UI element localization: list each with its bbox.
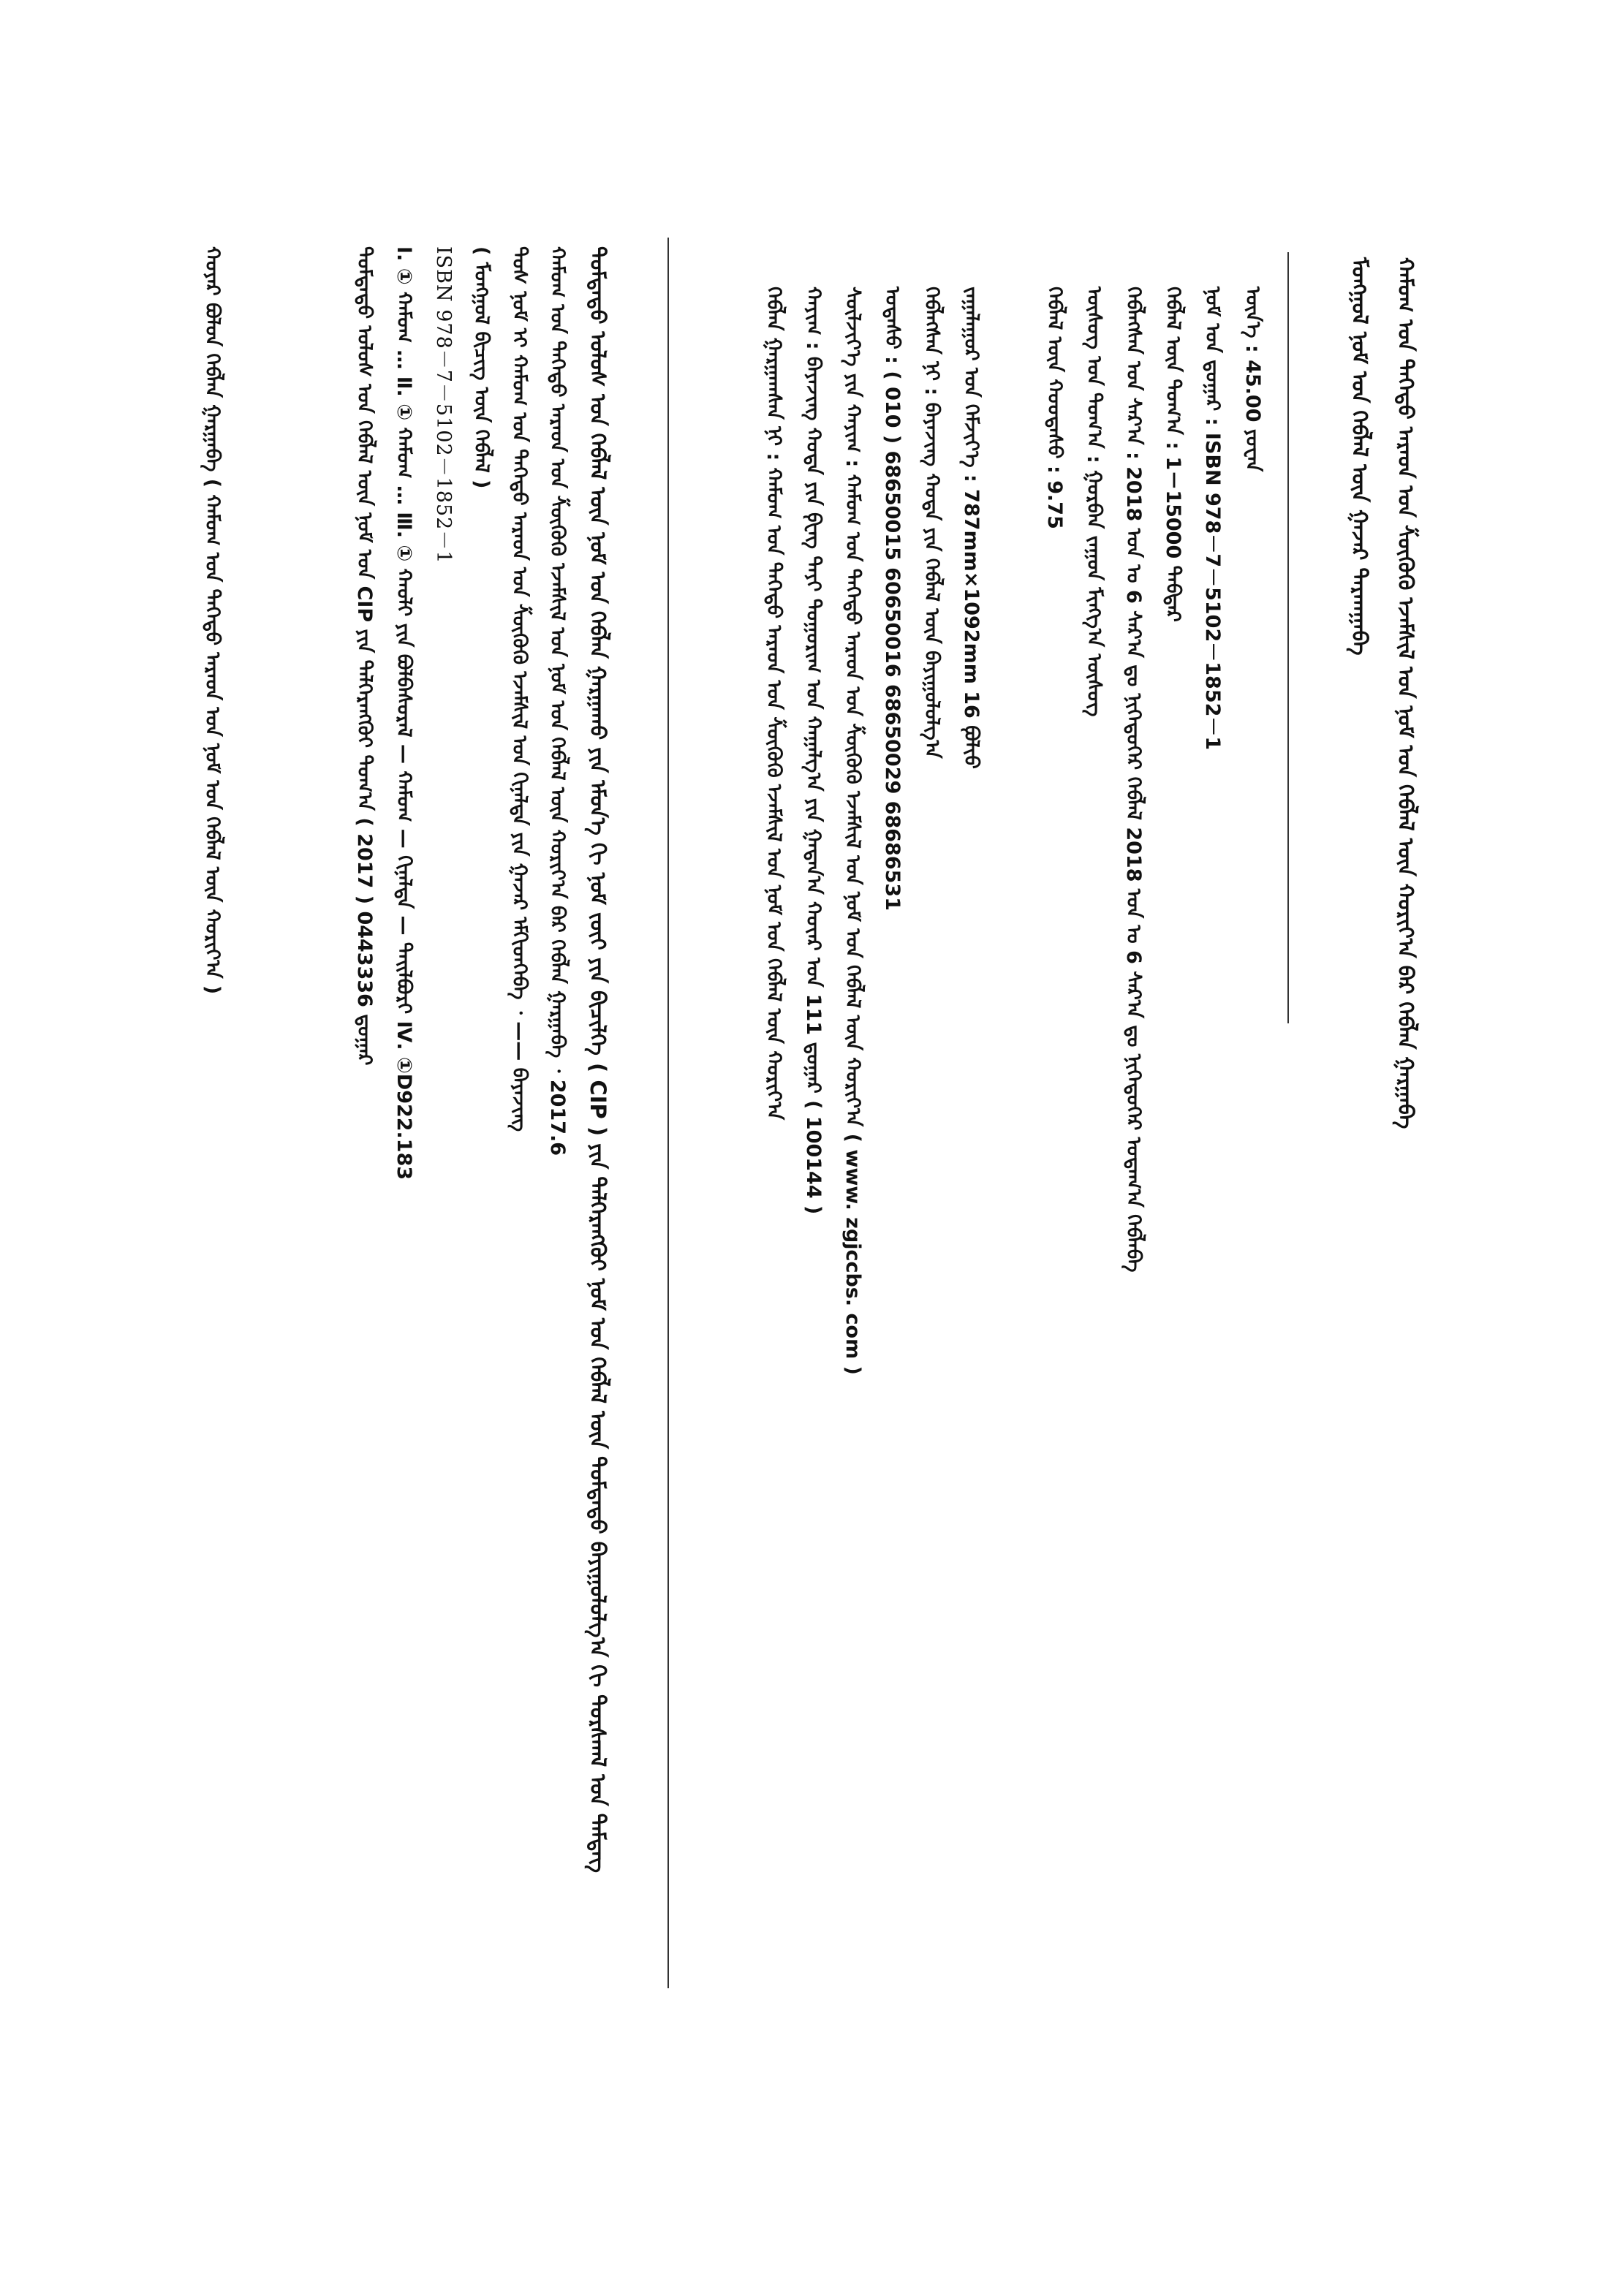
bottom-divider-rule xyxy=(667,238,669,1988)
distributor-row: ᠬᠡᠪᠯᠡᠭᠰᠡᠨ ᠨᠢ : ᠪᠡᠶᠡᠵᠢᠩ ᠬᠣᠲᠠ ᠶᠢᠨ ᠬᠡᠪᠯᠡᠯ ᠦᠨ ᠪᠠᠶᠢᠭᠤᠯᠤᠯᠭ᠎ᠠ xyxy=(920,287,943,759)
print-count-row: ᠬᠡᠪᠯᠡᠯ ᠦᠨ ᠲᠣᠭ᠎ᠠ : 1－15000 ᠳᠡᠪᠲᠡᠷ xyxy=(1162,287,1184,622)
cip-isbn: ISBN 978－7－5102－1852－1 xyxy=(432,246,455,564)
website-row: ᠰᠦᠯᠵᠢᠶ᠎ᠡ ᠶᠢᠨ ᠬᠠᠶᠢᠭ : ᠬᠠᠮᠤᠭ ᠤᠨ ᠳᠡᠭᠡᠳᠦ ᠠᠷᠠᠳ ᠤᠨ ᠱᠦᠭᠦᠬᠦ ᠡᠵᠡᠮᠱᠢᠯ ᠤᠨ ᠨᠣᠮ ᠤᠨ ᠬᠡᠪᠯᠡᠯ ᠦᠨ ᠬᠣᠷᠢᠶ᠎ᠠ ( www. zgjccbs. com ) xyxy=(841,287,864,1375)
edition-time-row: ᠬᠡᠪᠯᠡᠭᠰᠡᠨ ᠣᠨ ᠰᠠᠷ᠎ᠠ : 2018 ᠣᠨ ᠤ 6 ᠰᠠᠷ᠎ᠠ ᠳᠤ ᠨᠢᠭᠡᠳᠦᠭᠡᠷ ᠬᠡᠪᠯᠡᠯ 2018 ᠣᠨ ᠤ 6 ᠰᠠᠷ᠎ᠠ ᠳᠤ ᠨᠢᠭᠡᠳᠦᠭᠡᠷ ᠤᠳᠠᠭ᠎ᠠ ᠬᠡᠪᠯᠡᠪᠡ xyxy=(1122,287,1145,1273)
sheets-row: ᠬᠡᠪᠯᠡᠯ ᠦᠨ ᠬᠤᠤᠳᠠᠰᠤ : 9.75 xyxy=(1043,287,1066,529)
header-line-2: ᠮᠣᠩᠭᠣᠯ ᠨᠣᠮ ᠤᠨ ᠬᠡᠪᠯᠡᠯ ᠦᠨ ᠭᠠᠵᠠᠷ ᠲᠠᠷᠬᠠᠭᠠᠪᠠ xyxy=(1347,257,1372,656)
format-row: ᠵᠠᠭᠠᠯᠠᠭᠤᠷ ᠤᠨ ᠬᠡᠮᠵᠢᠶ᠎ᠡ : 787mm×1092mm 16 ᠹᠣᠯᠢᠣ xyxy=(960,287,983,769)
cip-line-1: ᠬᠠᠮᠤᠭ ᠤᠨ ᠳᠡᠭᠡᠳᠦ ᠠᠷᠠᠳ ᠤᠨ ᠱᠦᠭᠦᠬᠦ ᠡᠵᠡᠮᠱᠢᠯ ᠤᠨ ᠨᠣᠮ ᠤᠨ ᠬᠡᠪᠯᠡᠯ ᠦᠨ ᠬᠣᠷᠢᠶ᠎ᠠ ᠪᠠᠷ ᠬᠡᠪᠯᠡᠨ ᠭᠠᠷᠭᠠᠪᠠ ᠂ 2017.6 xyxy=(546,246,569,1156)
isbn-row: ᠨᠣᠮ ᠤᠨ ᠳ᠋ᠤᠭᠠᠷ : ISBN 978－7－5102－1852－1 xyxy=(1201,287,1224,751)
cip-classification: Ⅰ. ① ᠬᠠᠮᠤᠭ … Ⅱ. ① ᠬᠠᠮᠤᠭ … Ⅲ. ① ᠬᠠᠤᠯᠢ ᠶᠢᠨ ᠪᠣᠯᠪᠠᠰᠤᠷᠠᠯ — ᠬᠠᠮᠤᠭ — ᠬᠢᠨᠠᠯᠲᠠ — ᠲᠠᠢᠯᠪᠤᠷᠢ Ⅳ. ①D922.183 xyxy=(393,246,415,1181)
top-divider-rule xyxy=(1287,252,1289,1023)
header-line-1: ᠬᠠᠮᠤᠭ ᠤᠨ ᠳᠡᠭᠡᠳᠦ ᠠᠷᠠᠳ ᠤᠨ ᠱᠦᠭᠦᠬᠦ ᠡᠵᠡᠮᠱᠢᠯ ᠤᠨ ᠨᠣᠮ ᠤᠨ ᠬᠡᠪᠯᠡᠯ ᠦᠨ ᠬᠣᠷᠢᠶ᠎ᠠ ᠪᠠᠷ ᠬᠡᠪᠯᠡᠨ ᠭᠠᠷᠭᠠᠪᠠ xyxy=(1393,257,1418,1129)
cip-number: ᠳᠤᠮᠳᠠᠳᠤ ᠤᠯᠤᠰ ᠤᠨ ᠬᠡᠪᠯᠡᠯ ᠦᠨ ᠨᠣᠮ ᠤᠨ CIP ᠶᠢᠨ ᠳᠡᠯᠭᠡᠷᠡᠩᠭᠦᠢ ᠲᠣᠭ᠎ᠠ ( 2017 ) 0443336 ᠳ᠋ᠤᠭᠠᠷ xyxy=(353,246,376,1066)
cip-line-4: ᠬᠣᠶᠠᠷ ᠪᠣᠯᠤᠨ ᠬᠡᠪᠯᠡᠨ ᠭᠠᠷᠭᠠᠪᠠ ( ᠬᠠᠮᠤᠭ ᠤᠨ ᠳᠡᠭᠡᠳᠦ ᠠᠷᠠᠳ ᠤᠨ ᠨᠣᠮ ᠤᠨ ᠬᠡᠪᠯᠡᠯ ᠦᠨ ᠬᠣᠷᠢᠶ᠎ᠠ ) xyxy=(201,246,224,995)
publisher-row: ᠬᠡᠪᠯᠡᠨ ᠭᠠᠷᠭᠠᠭᠰᠠᠨ ᠨᠢ : ᠬᠠᠮᠤᠭ ᠤᠨ ᠳᠡᠭᠡᠳᠦ ᠠᠷᠠᠳ ᠤᠨ ᠱᠦᠭᠦᠬᠦ ᠡᠵᠡᠮᠱᠢᠯ ᠤᠨ ᠨᠣᠮ ᠤᠨ ᠬᠡᠪᠯᠡᠯ ᠦᠨ ᠬᠣᠷᠢᠶ᠎ᠠ xyxy=(763,287,785,1121)
cip-line-2: ᠲᠤᠰ ᠨᠣᠮ ᠢ ᠬᠠᠮᠤᠭ ᠤᠨ ᠳᠡᠭᠡᠳᠦ ᠠᠷᠠᠳ ᠤᠨ ᠱᠦᠭᠦᠬᠦ ᠡᠵᠡᠮᠱᠢᠯ ᠤᠨ ᠬᠢᠨᠠᠯᠲᠠ ᠶᠢᠨ ᠭᠠᠵᠠᠷ ᠡᠮᠬᠢᠳᠬᠡᠪᠡ ᠂ —— ᠪᠡᠶᠡᠵᠢᠩ xyxy=(508,246,531,1132)
cip-title: ᠳᠤᠮᠳᠠᠳᠤ ᠤᠯᠤᠰ ᠤᠨ ᠬᠡᠪᠯᠡᠯ ᠦᠨ ᠨᠣᠮ ᠤᠨ ᠬᠡᠪᠯᠡᠨ ᠭᠠᠷᠭᠠᠬᠤ ᠶᠢᠨ ᠡᠮᠦᠨ᠎ᠡ ᠬᠢ ᠨᠣᠮ ᠵᠦᠢ ᠶᠢᠨ ᠪᠢᠴᠢᠯᠭᠡ ( CIP ) ᠶᠢᠨ ᠳᠡᠯᠭᠡᠷᠡᠩᠭᠦᠢ ᠨᠣᠮ ᠤᠨ ᠬᠡᠪᠯᠡᠯ ᠦᠨ ᠳᠤᠮᠳᠠᠳᠤ ᠪᠠᠶᠢᠭᠤᠯᠤᠯᠭ᠎ᠠ ᠬᠢ ᠳᠤᠷᠰᠬᠠᠯ ᠤᠨ ᠲᠡᠮᠳᠡᠭ xyxy=(586,246,610,1873)
address-row: ᠬᠠᠶᠢᠭ : ᠪᠡᠶᠡᠵᠢᠩ ᠬᠣᠲᠠ ᠶᠢᠨ ᠹᠧᠩ ᠲᠠᠶᠢ ᠲᠣᠭᠣᠷᠢᠭ ᠤᠨ ᠬᠠᠭᠠᠯᠭ᠎ᠠ ᠶᠢᠨ ᠭᠠᠳᠠᠨ᠎ᠠ ᠬᠣᠶ᠋ᠠᠷ ᠤᠨ 111 ᠳ᠋ᠤᠭᠠᠷ ( 100144 ) xyxy=(802,287,825,1215)
cip-line-3: ( ᠮᠣᠩᠭᠣᠯ ᠪᠢᠴᠢᠭ ᠦᠨ ᠬᠡᠪᠯᠡᠯ ) xyxy=(470,246,493,489)
word-count-row: ᠦᠰᠦᠭ ᠤᠨ ᠲᠣᠭ᠎ᠠ : ᠭᠤᠷᠪᠠᠨ ᠵᠠᠭᠤᠨ ᠮᠢᠩᠭ᠎ᠠ ᠦᠰᠦᠭ xyxy=(1083,287,1105,717)
phone-row: ᠤᠲᠠᠰᠤ : ( 010 ) 68650015 60650016 68650029 68686531 xyxy=(881,287,904,911)
price-row: ᠦᠨ᠎ᠡ : 45.00 ᠶᠤᠸᠠᠨ xyxy=(1241,287,1264,472)
